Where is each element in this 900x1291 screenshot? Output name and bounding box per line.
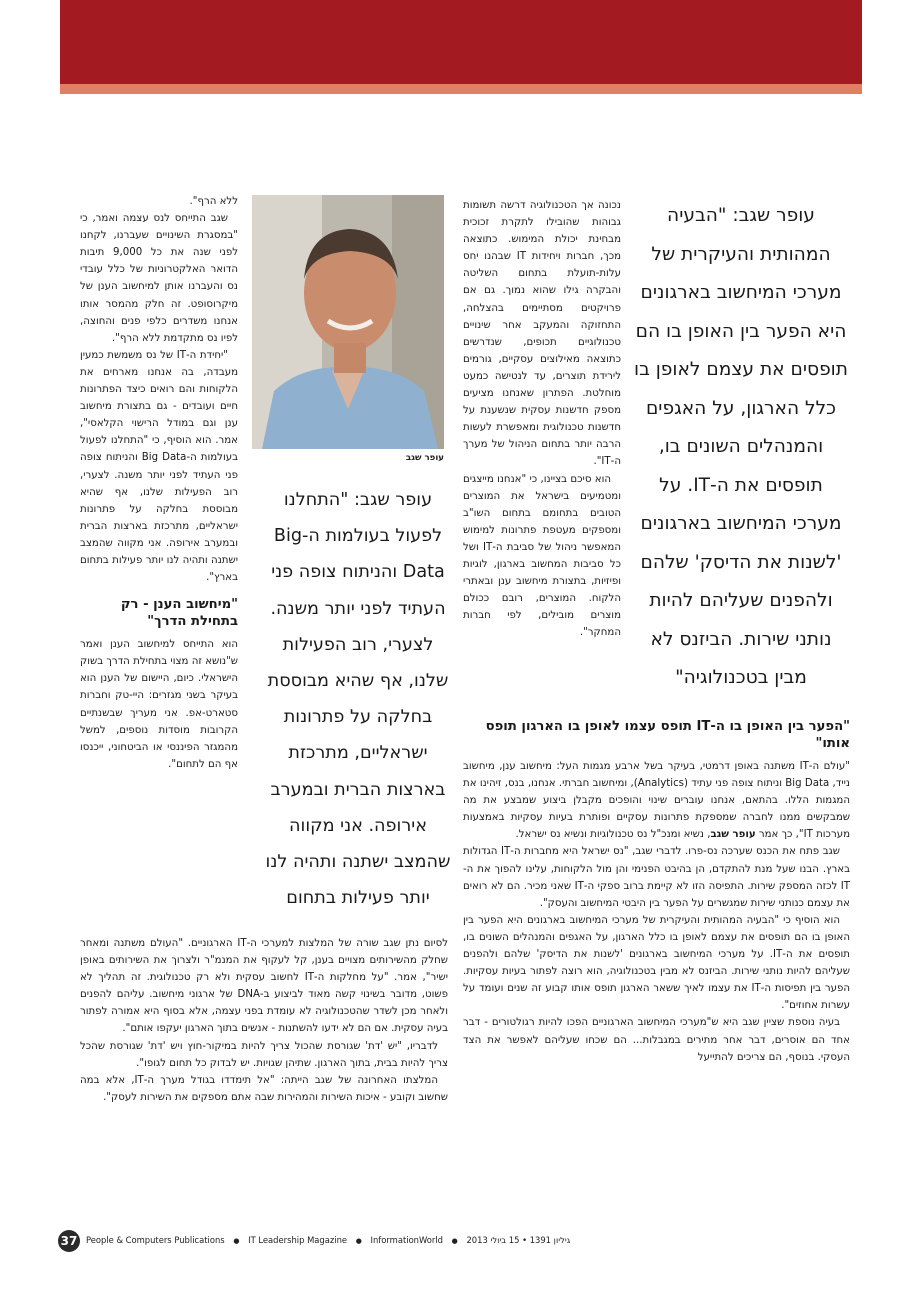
paragraph: הוא התייחס למיחשוב הענן ואמר ש"נושא זה מצוי בתחילת הדרך בשוק הישראלי. כיום, היישום של הענן הוא בעיקר בשני מגזרים: היי-טק וחברות סטארט-אפ. אני מעריך שבשנתיים הקרובות מוסדות נוספים, למשל מהמגזר הפיננסי או הביטחוני, ייכנסו אף הם לתחום". (80, 639, 238, 770)
photo-caption: עופר שגב (405, 453, 444, 463)
pull-quote-text: עופר שגב: "התחלנו לפעול בעולמות ה-Big Data והניתוח צופה פני העתיד לפני יותר משנה. לצערי, רוב הפעילות שלנו, אף שהיא מבוססת בחלקה על פתרונות ישראליים, מתרכזת בארצות הברית ובמערב אירופה. אני מקווה שהמצב ישתנה ותהיה לנו יותר פעילות בתחום (265, 490, 451, 909)
paragraph: ללא הרף". (189, 196, 238, 207)
footer-separator: ● (451, 1237, 458, 1245)
pull-quote-text: עופר שגב: "הבעיה המהותית והעיקרית של מערכי המיחשוב בארגונים היא הפער בין האופן בו הם תופסים את עצמם לאופן בו כלל הארגון, על האגפים והמנהלים השונים בו, תופסים את ה-IT. על מערכי המיחשוב בארגונים 'לשנות את הדיסק' שלהם ולהפנים שעליהם להיות נותני שירות. הביזנס לא מבין בטכנולוגיה" (634, 205, 848, 688)
footer-publication-line (86, 1235, 576, 1245)
column-middle-bottom (80, 935, 448, 1190)
footer-magazine: IT Leadership Magazine (248, 1235, 348, 1245)
page-footer (58, 1230, 858, 1252)
paragraph: בעיה נוספת שציין שגב היא ש"מערכי המיחשוב הארגוניים הפכו להיות רגולטורים - דבר אחד הם אוסרים, דבר אחר מתירים במגבלות... הם שכחו שעליהם לאפשר את הצד העסקי. בנוסף, הם צריכים להתייעל (463, 1017, 850, 1063)
footer-issue: גיליון 1391 • 15 ביולי 2013 (466, 1235, 571, 1245)
footer-separator: ● (355, 1237, 362, 1245)
footer-publisher: People & Computers Publications (86, 1235, 225, 1245)
paragraph: הוא סיכם בציינו, כי "אנחנו מייצגים ומטמיעים בישראל את המוצרים הטובים בתחומם בתחום השו"ב ומספקים מעטפת פתרונות למימוש המאפשר ניהול של סביבת ה-IT ושל כל סביבות המחשוב בארגון, לוגיות ופיזיות, בתצורת מיחשוב ענן ובאתרי הלקוח. המוצרים, רובם ככולם מוצרים מובילים, לפי חברות המחקר". (463, 473, 621, 639)
pull-quote-ofer-segev-main (632, 197, 850, 717)
column-middle-top (463, 197, 621, 710)
page-number-badge: 37 (58, 1230, 80, 1252)
section-heading: "מיחשוב הענן - רק בתחילת הדרך" (120, 597, 238, 630)
footer-separator: ● (233, 1237, 240, 1245)
section-heading: "הפער בין האופן בו ה-IT תופס עצמו לאופן בו הארגון תופס אותו" (485, 719, 850, 751)
paragraph: "יחידת ה-IT של נס משמשת כמעין מעבדה, בה אנחנו מארחים את הלקוחות והם רואים כיצד הפתרונות חיים ועובדים - גם בתצורת מיחשוב ענן וגם במודל הרישוי הקלאסי", אמר. הוא הוסיף, כי "התחלנו לפעול בעולמות ה-Big Data והניתוח צופה פני העתיד לפני יותר משנה. לצערי, רוב הפעילות שלנו, אף שהיא מבוססת בחלקה על פתרונות ישראליים, מתרכזת בארצות הברית ובמערב אירופה. אני מקווה שהמצב ישתנה ותהיה לנו יותר פעילות בתחום בארץ". (80, 349, 238, 584)
paragraph: שגב התייחס לנס עצמה ואמר, כי "במסגרת השינויים שעברנו, לקחנו לפני שנה את כל 9,000 תיבות הדואר האלקטרוניות של כלל עובדי נס והעברנו אותן למיחשוב הענן של מיקרוסופט. זה חלק מהמסר אותו אנחנו משדרים כלפי פנים והחוצה, לפיו נס מתקדמת ללא הרף". (80, 213, 238, 344)
footer-site: InformationWorld (370, 1235, 443, 1245)
paragraph-text: "עולם ה-IT משתנה באופן דרמטי, בעיקר בשל ארבע מגמות העל: מיחשוב ענן, מיחשוב נייד, Big Data וניתוח צופה פני עתיד (Analytics), ומיחשוב חברתי. אנחנו, בנס, זיהינו את המגמות הללו. בהתאם, אנחנו עוברים שינוי והופכים מקבלן ביצוע שמבצע את מה שמבקשים ממנו לחברה שמספקת פתרונות עסקיים ופותרת בעיות עסקיות באמצעות מערכות IT", כך אמר (463, 761, 850, 841)
column-right-bottom (463, 718, 850, 1190)
portrait-photo-ofer-segev (252, 195, 444, 449)
paragraph: המלצתו האחרונה של שגב הייתה: "אל תימדדו בגודל מערך ה-IT, אלא במה שחשוב וקובע - איכות השירות והמהירות שבה אתם מספקים את השירות לעסק". (80, 1074, 448, 1103)
paragraph: נכונה אך הטכנולוגיה דרשה תשומות גבוהות שהובילו לתקרת זכוכית מבחינת יכולת המימוש. כתוצאה מכך, חברות ויחידות IT שבהנו יחס עלות-תועלת בתחום השליטה והבקרה גילו שהוא נמוך. גם אם פרויקטים מסתיימים בהצלחה, התחזוקה והמעקב אחר שינויים טכנולוגיים תכופים, שנדרשים כתוצאה מאילוצים עסקיים, גורמים לירידת תוצרים, עד לנטישה כמעט מוחלטת. הפתרון שאנחנו מציעים מספק חדשנות עסקית שנשענת על חדשנות טכנולוגית ומאפשרת לעשות הרבה יותר בתחום הניהול של מערך ה-IT". (463, 200, 621, 468)
paragraph: לסיום נתן שגב שורה של המלצות למערכי ה-IT הארגוניים. "העולם משתנה ומאחר שחלק מהשירותים מצויים בענן, קל לעקוף את המנמ"ר ולצרוך את השירותים באופן ישיר", אמר. "על מחלקות ה-IT לחשוב עסקית ולא רק טכנולוגית. זה תהליך לא פשוט, מדובר בשינוי קשה מאוד לביצוע ב-DNA של ארגוני מיחשוב. עליהם להפנים ולאחר מכן לשדר שהטכנולוגיה לא עומדת בפני עצמה, אלא בסוף היא אמורה לפתור בעיה עסקית. אם הם לא ידעו להשתנות - אנשים בתוך הארגון יעקפו אותם". (80, 938, 448, 1035)
speaker-name: עופר שגב (710, 829, 756, 841)
portrait-illustration (252, 195, 444, 449)
paragraph: שגב פתח את הכנס שערכה נס-פרו. לדברי שגב, "נס ישראל היא מחברות ה-IT הגדולות בארץ. הבנו שעל מנת להתקדם, הן בהיבט הפנימי והן מול הלקוחות, עלינו להפוך את ה-IT לכזה המספק שירות. התפיסה הזו לא קיימת ברוב ספקי ה-IT שאני מכיר. הם לא רואים את עצמם כנותני שירות שמגשרים על הפער בין היבטי המיחשוב והעסק". (463, 846, 850, 909)
column-left (80, 193, 238, 931)
paragraph (463, 758, 850, 843)
pull-quote-ofer-segev-big-data (262, 482, 454, 922)
paragraph: לדבריו, "יש 'דת' שגורסת שהכול צריך להיות במיקור-חוץ ויש 'דת' שגורסת שהכל צריך להיות בבית, בתוך הארגון. שתיהן שגויות. יש לבדוק כל תחום לגופו". (80, 1040, 448, 1069)
paragraph-text: , נשיא ומנכ"ל נס טכנולוגיות ונשיא נס ישראל. (515, 829, 711, 841)
header-color-band (60, 0, 862, 84)
header-accent-stripe (60, 84, 862, 94)
paragraph: הוא הוסיף כי "הבעיה המהותית והעיקרית של מערכי המיחשוב בארגונים היא הפער בין האופן בו הם תופסים את עצמם לאופן בו כלל הארגון, על האגפים והמנהלים השונים בו, תופסים את ה-IT. על מערכי המיחשוב בארגונים 'לשנות את הדיסק' שלהם ולהפנים שעליהם להיות נותני שירות. הביזנס לא מבין בטכנולוגיה, הוא רוצה לפתור בעיות עסקיות. הפער בין תפיסות ה-IT את עצמו לאיך ששאר הארגון תופס אותו קבוע זה שנים ועומד על עשרות אחוזים". (463, 914, 850, 1012)
